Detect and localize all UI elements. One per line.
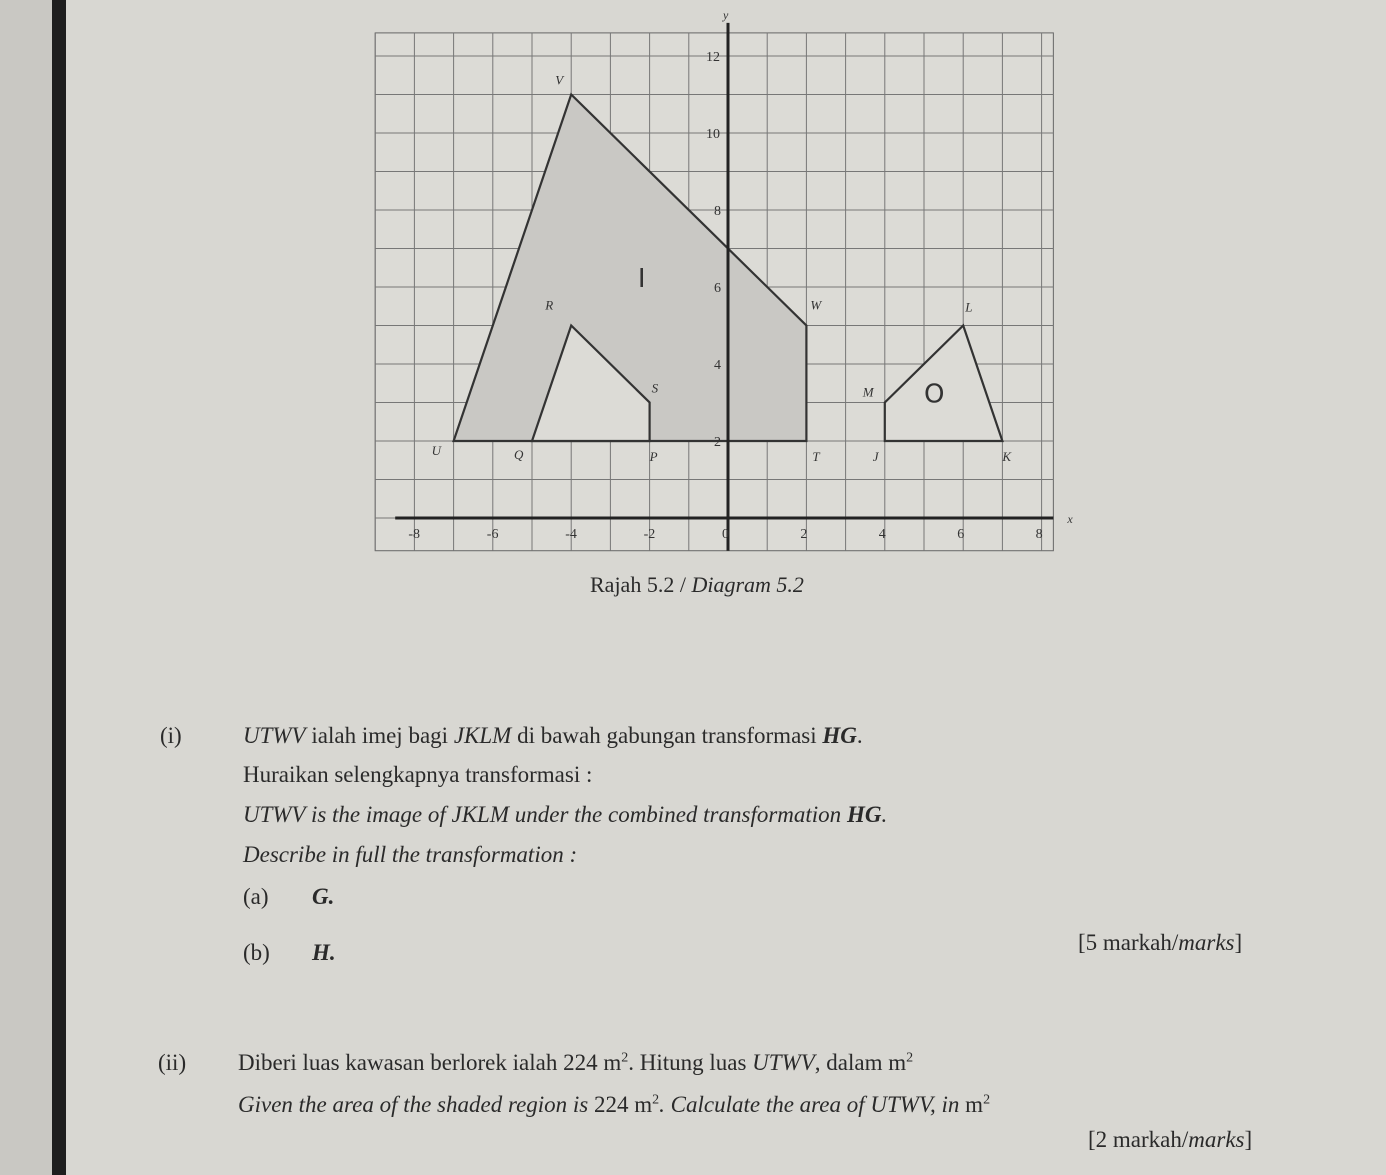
x-tick-label: 0 bbox=[722, 527, 729, 542]
vertex-label-t: T bbox=[812, 449, 820, 464]
vertex-label-q: Q bbox=[514, 447, 524, 462]
question-ii-english: Given the area of the shaded region is 224 $m^2$. Calculate the area of UTWV, in $m^2$ bbox=[238, 1092, 991, 1117]
y-tick-label: 12 bbox=[706, 50, 720, 65]
question-i-english-line2: Describe in full the transformation : bbox=[243, 842, 578, 867]
y-axis-label: y bbox=[723, 7, 729, 22]
caption-malay: Rajah 5.2 / bbox=[590, 572, 692, 597]
question-ii-number: (ii) bbox=[158, 1050, 187, 1075]
y-tick-label: 8 bbox=[714, 204, 721, 219]
vertex-label-v: V bbox=[555, 72, 564, 88]
part-a-number: (a) bbox=[243, 884, 269, 909]
x-tick-label: 6 bbox=[957, 527, 965, 542]
x-axis-label: x bbox=[1067, 512, 1073, 526]
y-tick-label: 4 bbox=[714, 358, 721, 373]
x-tick-label: -4 bbox=[565, 527, 577, 542]
part-b-number: (b) bbox=[243, 940, 270, 965]
question-i-malay-line2: Huraikan selengkapnya transformasi : bbox=[243, 762, 593, 787]
question-ii-malay: Diberi luas kawasan berlorek ialah 224 $m^2$. Hitung luas UTWV, dalam $m^2$ bbox=[238, 1050, 914, 1075]
vertex-label-k: K bbox=[1002, 449, 1012, 464]
vertex-label-l: L bbox=[965, 299, 973, 315]
vertex-label-p: P bbox=[649, 449, 658, 464]
y-tick-label: 2 bbox=[714, 435, 721, 450]
part-b-label: H. bbox=[312, 940, 336, 965]
x-tick-label: -6 bbox=[486, 527, 499, 542]
question-i-english-line1: UTWV is the image of JKLM under the combined transformation HG. bbox=[243, 802, 888, 827]
caption-english: Diagram 5.2 bbox=[691, 572, 804, 597]
vertex-label-r: R bbox=[545, 297, 554, 313]
vertex-label-s: S bbox=[651, 380, 659, 396]
vertex-label-j: J bbox=[872, 449, 879, 464]
question-i-number: (i) bbox=[160, 723, 182, 748]
handwritten-mark: O bbox=[924, 379, 945, 410]
diagram-caption bbox=[590, 572, 804, 598]
x-tick-label: 8 bbox=[1035, 527, 1043, 542]
x-tick-label: 2 bbox=[800, 527, 808, 542]
x-tick-label: -8 bbox=[408, 527, 421, 542]
vertex-label-w: W bbox=[810, 297, 822, 313]
marks-ii: [2 markah/marks] bbox=[1088, 1127, 1253, 1152]
question-i-malay-line1: UTWV ialah imej bagi JKLM di bawah gabungan transformasi HG. bbox=[243, 723, 863, 748]
x-tick-label: -2 bbox=[643, 527, 656, 542]
handwritten-mark: I bbox=[637, 264, 646, 294]
vertex-label-u: U bbox=[431, 443, 441, 458]
y-tick-label: 6 bbox=[714, 281, 721, 296]
y-tick-label: 10 bbox=[706, 127, 720, 142]
part-a-label: G. bbox=[312, 884, 335, 909]
x-tick-label: 4 bbox=[878, 527, 886, 542]
vertex-label-m: M bbox=[862, 384, 874, 400]
marks-i: [5 markah/marks] bbox=[1078, 930, 1243, 955]
